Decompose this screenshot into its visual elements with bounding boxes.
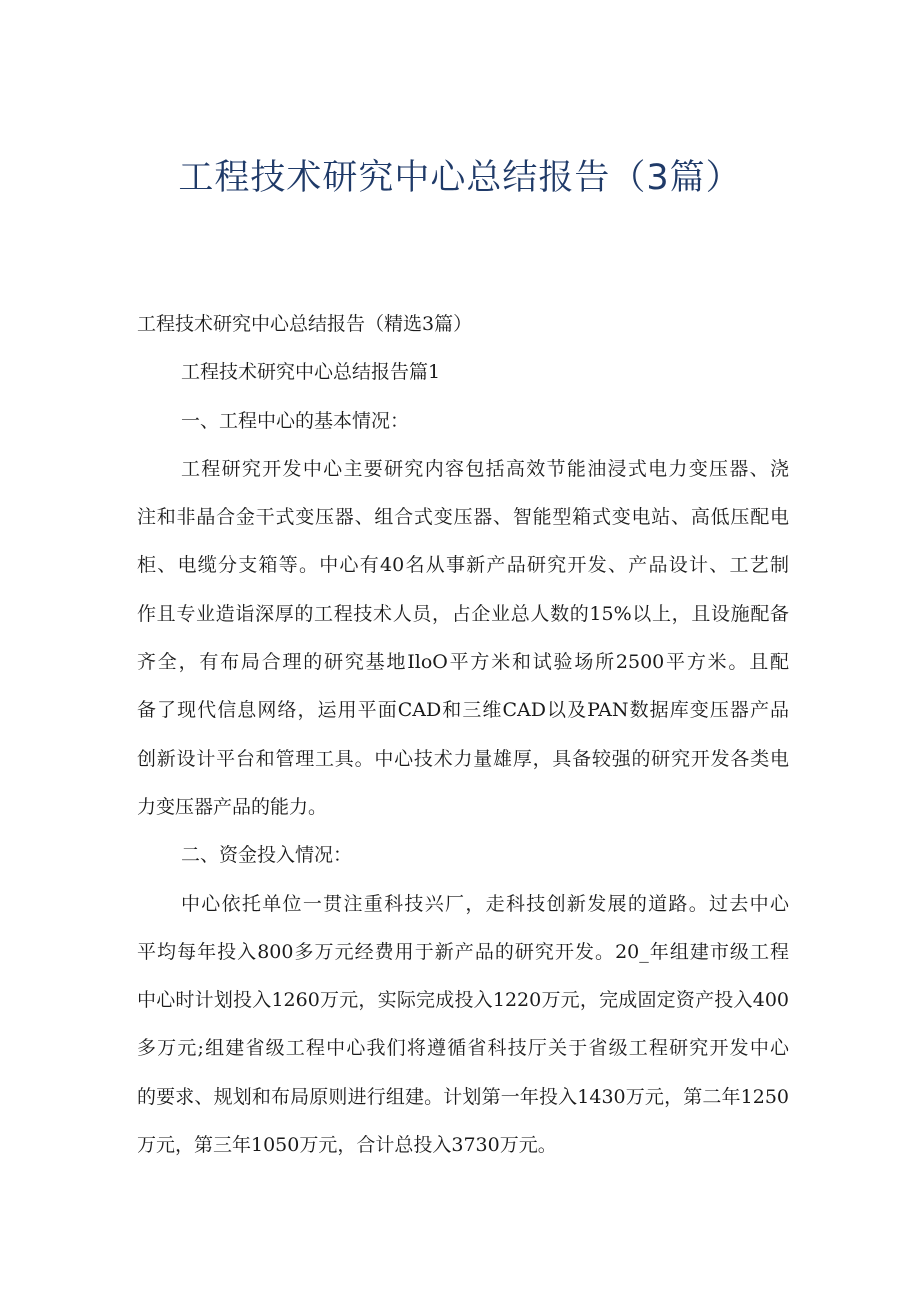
section-heading: 工程技术研究中心总结报告篇1 <box>181 361 441 384</box>
paragraph-line: 工程研究开发中心主要研究内容包括高效节能油浸式电力变压器、浇 <box>181 457 789 480</box>
heading-funding: 二、资金投入情况： <box>181 844 353 867</box>
paragraph-line: 的要求、规划和布局原则进行组建。计划第一年投入1430万元，第二年1250 <box>137 1085 789 1108</box>
document-subtitle: 工程技术研究中心总结报告（精选3篇） <box>137 313 473 335</box>
paragraph-line: 力变压器产品的能力。 <box>137 795 328 818</box>
document-body <box>137 300 789 1169</box>
paragraph-line: 中心依托单位一贯注重科技兴厂，走科技创新发展的道路。过去中心 <box>181 892 789 915</box>
paragraph-line: 备了现代信息网络，运用平面CAD和三维CAD以及PAN数据库变压器产品 <box>137 699 789 722</box>
paragraph-line: 创新设计平台和管理工具。中心技术力量雄厚，具备较强的研究开发各类电 <box>137 747 789 770</box>
paragraph-line: 中心时计划投入1260万元，实际完成投入1220万元，完成固定资产投入400 <box>137 989 789 1012</box>
paragraph-line: 万元，第三年1050万元，合计总投入3730万元。 <box>137 1134 557 1157</box>
paragraph-funding <box>137 880 789 1170</box>
paragraph-line: 平均每年投入800多万元经费用于新产品的研究开发。20_年组建市级工程 <box>137 940 789 963</box>
document-title: 工程技术研究中心总结报告（3篇） <box>178 158 742 198</box>
paragraph-line: 作且专业造诣深厚的工程技术人员，占企业总人数的15%以上，且设施配备 <box>137 602 789 625</box>
paragraph-line: 柜、电缆分支箱等。中心有40名从事新产品研究开发、产品设计、工艺制 <box>137 554 789 577</box>
paragraph-line: 多万元;组建省级工程中心我们将遵循省科技厅关于省级工程研究开发中心 <box>137 1037 789 1060</box>
paragraph-line: 注和非晶合金干式变压器、组合式变压器、智能型箱式变电站、高低压配电 <box>137 506 789 529</box>
heading-basic-info: 一、工程中心的基本情况： <box>181 409 410 432</box>
paragraph-line: 齐全，有布局合理的研究基地IloO平方米和试验场所2500平方米。且配 <box>137 651 789 674</box>
paragraph-basic-info <box>137 445 789 831</box>
